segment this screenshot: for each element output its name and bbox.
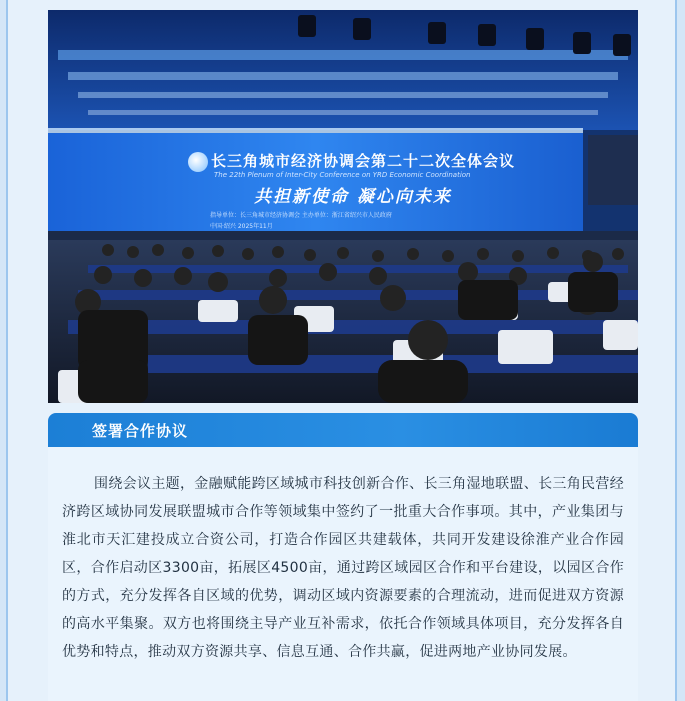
screen-meta-date: 中国·绍兴 2025年11月 — [210, 223, 273, 230]
screen-title: 长三角城市经济协调会第二十二次全体会议 — [211, 152, 516, 170]
conference-logo — [188, 152, 208, 172]
paragraph-text: 围绕会议主题，金融赋能跨区域城市科技创新合作、长三角湿地联盟、长三角民营经济跨区域协同发展联盟城市合作等领域集中签约了一批重大合作事项。其中，产业集团与淮北市天汇建投成立合资公司，打造合作园区共建载体，共同开发建设徐淮产业合作园区，合作启动区3300亩，拓展区4500亩，通过跨区域园区合作和平台建设，以园区合作的方式，充分发挥各自区域的优势，调动区域内资源要素的合理流动，进而促进双方资源的高水平集聚。双方也将围绕主导产业互补需求，依托合作领域具体项目，充分发挥各自优势和特点，推动双方资源共享、信息互通、合作共赢，促进两地产业协同发展。 — [62, 476, 624, 660]
screen-subtitle: The 22th Plenum of Inter-City Conference on YRD Economic Coordination — [214, 171, 471, 179]
screen-slogan: 共担新使命 凝心向未来 — [254, 187, 452, 207]
screen-meta: 指导单位：长三角城市经济协调会 主办单位：浙江省绍兴市人民政府 — [210, 212, 392, 219]
section-title: 签署合作协议 — [92, 422, 189, 440]
body-paragraph — [62, 470, 624, 666]
conference-photo — [48, 10, 638, 403]
section-header — [48, 413, 638, 447]
